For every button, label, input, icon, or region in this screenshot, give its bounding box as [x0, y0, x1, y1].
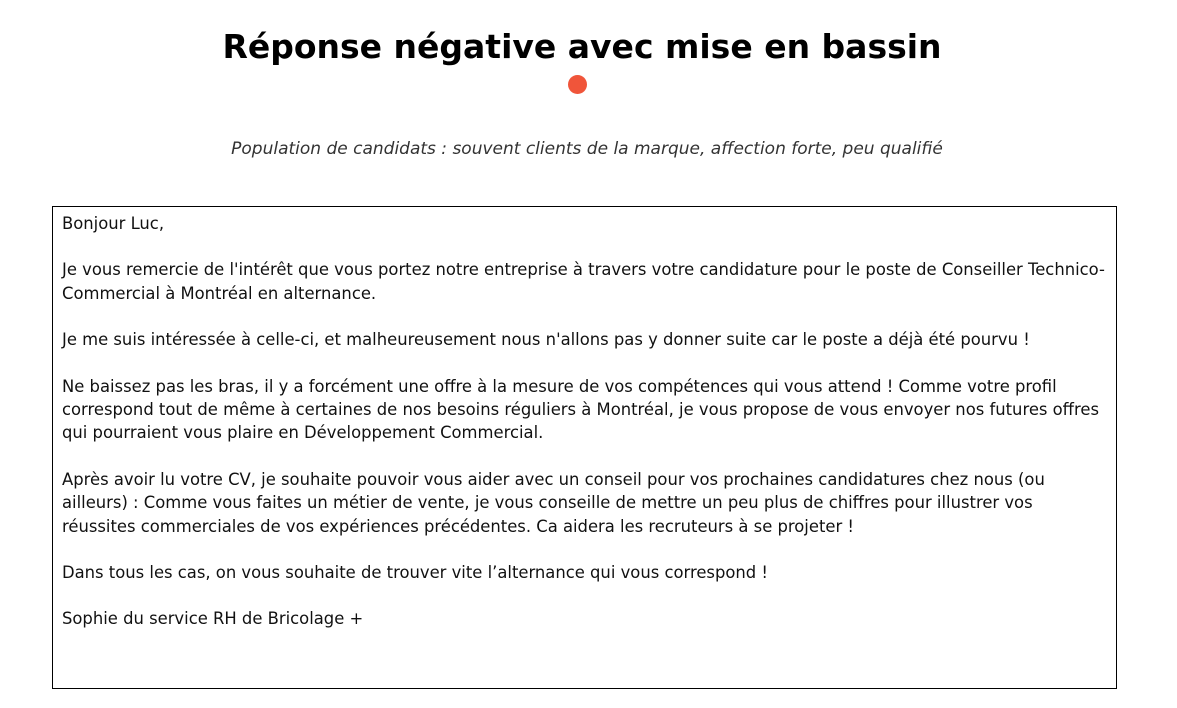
- message-paragraph-1: Je vous remercie de l'intérêt que vous portez notre entreprise à travers votre candidature pour le poste de Conseiller Technico-Commercial à Montréal en alternance.: [62, 260, 1105, 303]
- message-paragraph-2: Je me suis intéressée à celle-ci, et malheureusement nous n'allons pas y donner suite car le poste a déjà été pourvu !: [62, 330, 1030, 350]
- message-paragraph-3: Ne baissez pas les bras, il y a forcément une offre à la mesure de vos compétences qui vous attend ! Comme votre profil correspond tout de même à certaines de nos besoins réguliers à Montréal, je vous propose de vous envoyer nos futures offres qui pourraient vous plaire en Développement Commercial.: [62, 376, 1099, 443]
- accent-dot: [568, 75, 587, 94]
- page-title: Réponse négative avec mise en bassin: [222, 27, 942, 66]
- message-greeting: Bonjour Luc,: [62, 214, 165, 233]
- message-paragraph-4: Après avoir lu votre CV, je souhaite pouvoir vous aider avec un conseil pour vos prochaines candidatures chez nous (ou ailleurs) : Comme vous faites un métier de vente, je vous conseille de mettre un peu plus de chiffres pour illustrer vos réussites commerciales de vos expériences précédentes. Ca aidera les recruteurs à se projeter !: [62, 469, 1045, 536]
- message-signature: Sophie du service RH de Bricolage +: [62, 609, 364, 629]
- message-paragraph-5: Dans tous les cas, on vous souhaite de trouver vite l’alternance qui vous correspond !: [62, 563, 768, 583]
- message-box: [52, 206, 1117, 689]
- page-subtitle: Population de candidats : souvent clients de la marque, affection forte, peu qualifié: [231, 139, 943, 159]
